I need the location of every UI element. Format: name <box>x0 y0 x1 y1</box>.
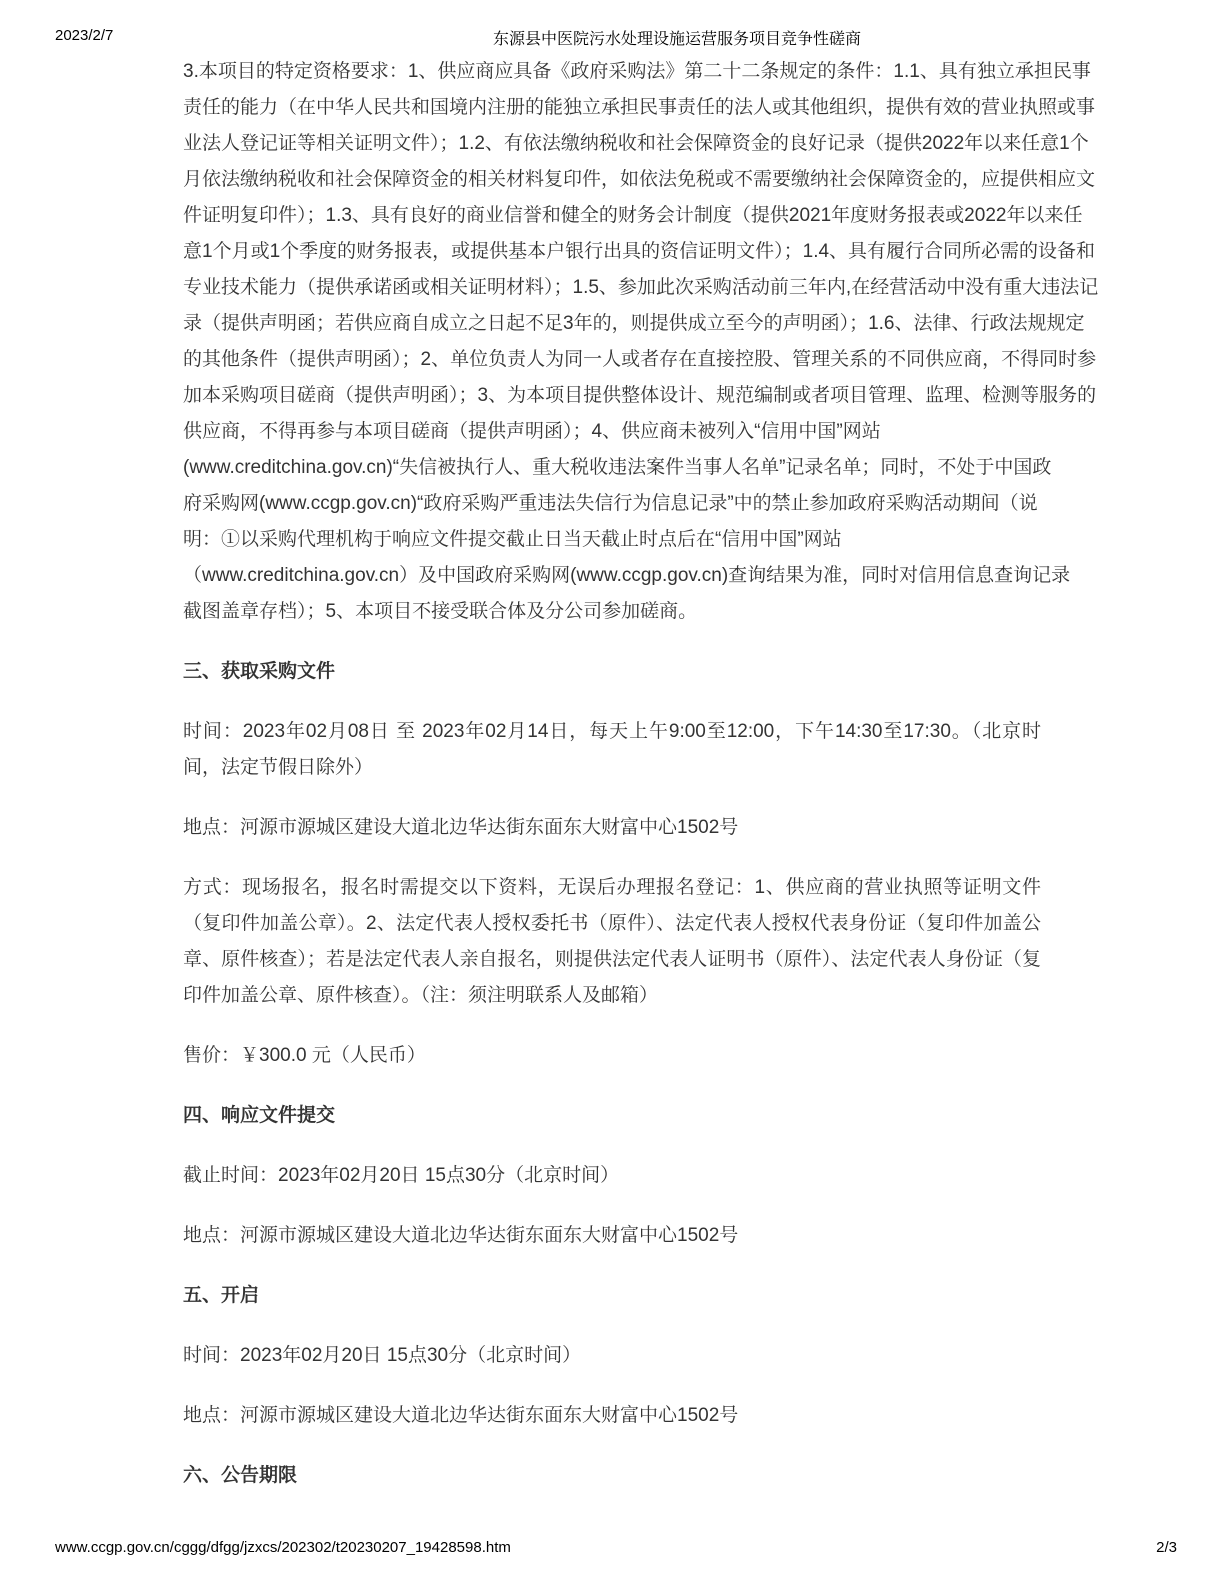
paragraph-line: 加本采购项目磋商（提供声明函）；3、为本项目提供整体设计、规范编制或者项目管理、监理、检测等服务的 <box>183 385 1097 406</box>
paragraph-line: 3.本项目的特定资格要求：1、供应商应具备《政府采购法》第二十二条规定的条件：1.1、具有独立承担民事 <box>183 61 1091 82</box>
section-opening <box>183 1278 1041 1434</box>
paragraph-line: 业法人登记证等相关证明文件）；1.2、有依法缴纳税收和社会保障资金的良好记录（提供2022年以来任意1个 <box>183 133 1089 154</box>
paragraph-line: 件证明复印件）；1.3、具有良好的商业信誉和健全的财务会计制度（提供2021年度财务报表或2022年以来任 <box>183 205 1083 226</box>
print-footer-page-number: 2/3 <box>1156 1539 1177 1556</box>
section-heading: 六、公告期限 <box>183 1465 298 1486</box>
time-paragraph: 时间：2023年02月08日 至 2023年02月14日，每天上午9:00至12:00，下午14:30至17:30。（北京时间，法定节假日除外） <box>183 721 1041 778</box>
print-footer-url: www.ccgp.gov.cn/cggg/dfgg/jzxcs/202302/t20230207_19428598.htm <box>55 1539 511 1556</box>
paragraph-line: 供应商，不得再参与本项目磋商（提供声明函）；4、供应商未被列入“信用中国”网站 <box>183 421 881 442</box>
section-heading: 五、开启 <box>183 1285 260 1306</box>
section-announcement-period <box>183 1458 1041 1494</box>
paragraph-line: (www.creditchina.gov.cn)“失信被执行人、重大税收违法案件当事人名单”记录名单；同时，不处于中国政 <box>183 457 1052 478</box>
paragraph-line: 专业技术能力（提供承诺函或相关证明材料）；1.5、参加此次采购活动前三年内,在经营活动中没有重大违法记 <box>183 277 1099 298</box>
location-paragraph: 地点：河源市源城区建设大道北边华达街东面东大财富中心1502号 <box>183 1405 739 1426</box>
section-heading: 四、响应文件提交 <box>183 1105 336 1126</box>
time-paragraph: 时间：2023年02月20日 15点30分（北京时间） <box>183 1345 582 1366</box>
deadline-paragraph: 截止时间：2023年02月20日 15点30分（北京时间） <box>183 1165 620 1186</box>
paragraph-line: （www.creditchina.gov.cn）及中国政府采购网(www.ccgp.gov.cn)查询结果为准，同时对信用信息查询记录 <box>183 565 1071 586</box>
paragraph-line: 的其他条件（提供声明函）；2、单位负责人为同一人或者存在直接控股、管理关系的不同供应商，不得同时参 <box>183 349 1097 370</box>
paragraph-line: 责任的能力（在中华人民共和国境内注册的能独立承担民事责任的法人或其他组织，提供有效的营业执照或事 <box>183 97 1096 118</box>
location-paragraph: 地点：河源市源城区建设大道北边华达街东面东大财富中心1502号 <box>183 817 739 838</box>
section-obtain-procurement-documents <box>183 654 1041 1074</box>
section-response-document-submission <box>183 1098 1041 1254</box>
paragraph-line: 府采购网(www.ccgp.gov.cn)“政府采购严重违法失信行为信息记录”中的禁止参加政府采购活动期间（说 <box>183 493 1038 514</box>
print-header-date: 2023/2/7 <box>55 27 114 44</box>
section-heading: 三、获取采购文件 <box>183 661 336 682</box>
qualification-requirements-paragraph <box>183 54 1099 630</box>
print-header-title: 东源县中医院污水处理设施运营服务项目竞争性磋商 <box>492 31 862 48</box>
paragraph-line: 明：①以采购代理机构于响应文件提交截止日当天截止时点后在“信用中国”网站 <box>183 529 842 550</box>
paragraph-line: 截图盖章存档）；5、本项目不接受联合体及分公司参加磋商。 <box>183 601 698 622</box>
paragraph-line: 意1个月或1个季度的财务报表，或提供基本户银行出具的资信证明文件）；1.4、具有履行合同所必需的设备和 <box>183 241 1096 262</box>
location-paragraph: 地点：河源市源城区建设大道北边华达街东面东大财富中心1502号 <box>183 1225 739 1246</box>
paragraph-line: 录（提供声明函；若供应商自成立之日起不足3年的，则提供成立至今的声明函）；1.6、法律、行政法规规定 <box>183 313 1085 334</box>
document-body <box>183 54 1099 1518</box>
price-paragraph: 售价：￥300.0 元（人民币） <box>183 1045 426 1066</box>
method-paragraph: 方式：现场报名，报名时需提交以下资料，无误后办理报名登记：1、供应商的营业执照等证明文件（复印件加盖公章）。2、法定代表人授权委托书（原件）、法定代表人授权代表身份证（复印件加盖公章、原件核查）；若是法定代表人亲自报名，则提供法定代表人证明书（原件）、法定代表人身份证（复印件加盖公章、原件核查）。（注：须注明联系人及邮箱） <box>183 877 1041 1006</box>
paragraph-line: 月依法缴纳税收和社会保障资金的相关材料复印件，如依法免税或不需要缴纳社会保障资金的，应提供相应文 <box>183 169 1096 190</box>
